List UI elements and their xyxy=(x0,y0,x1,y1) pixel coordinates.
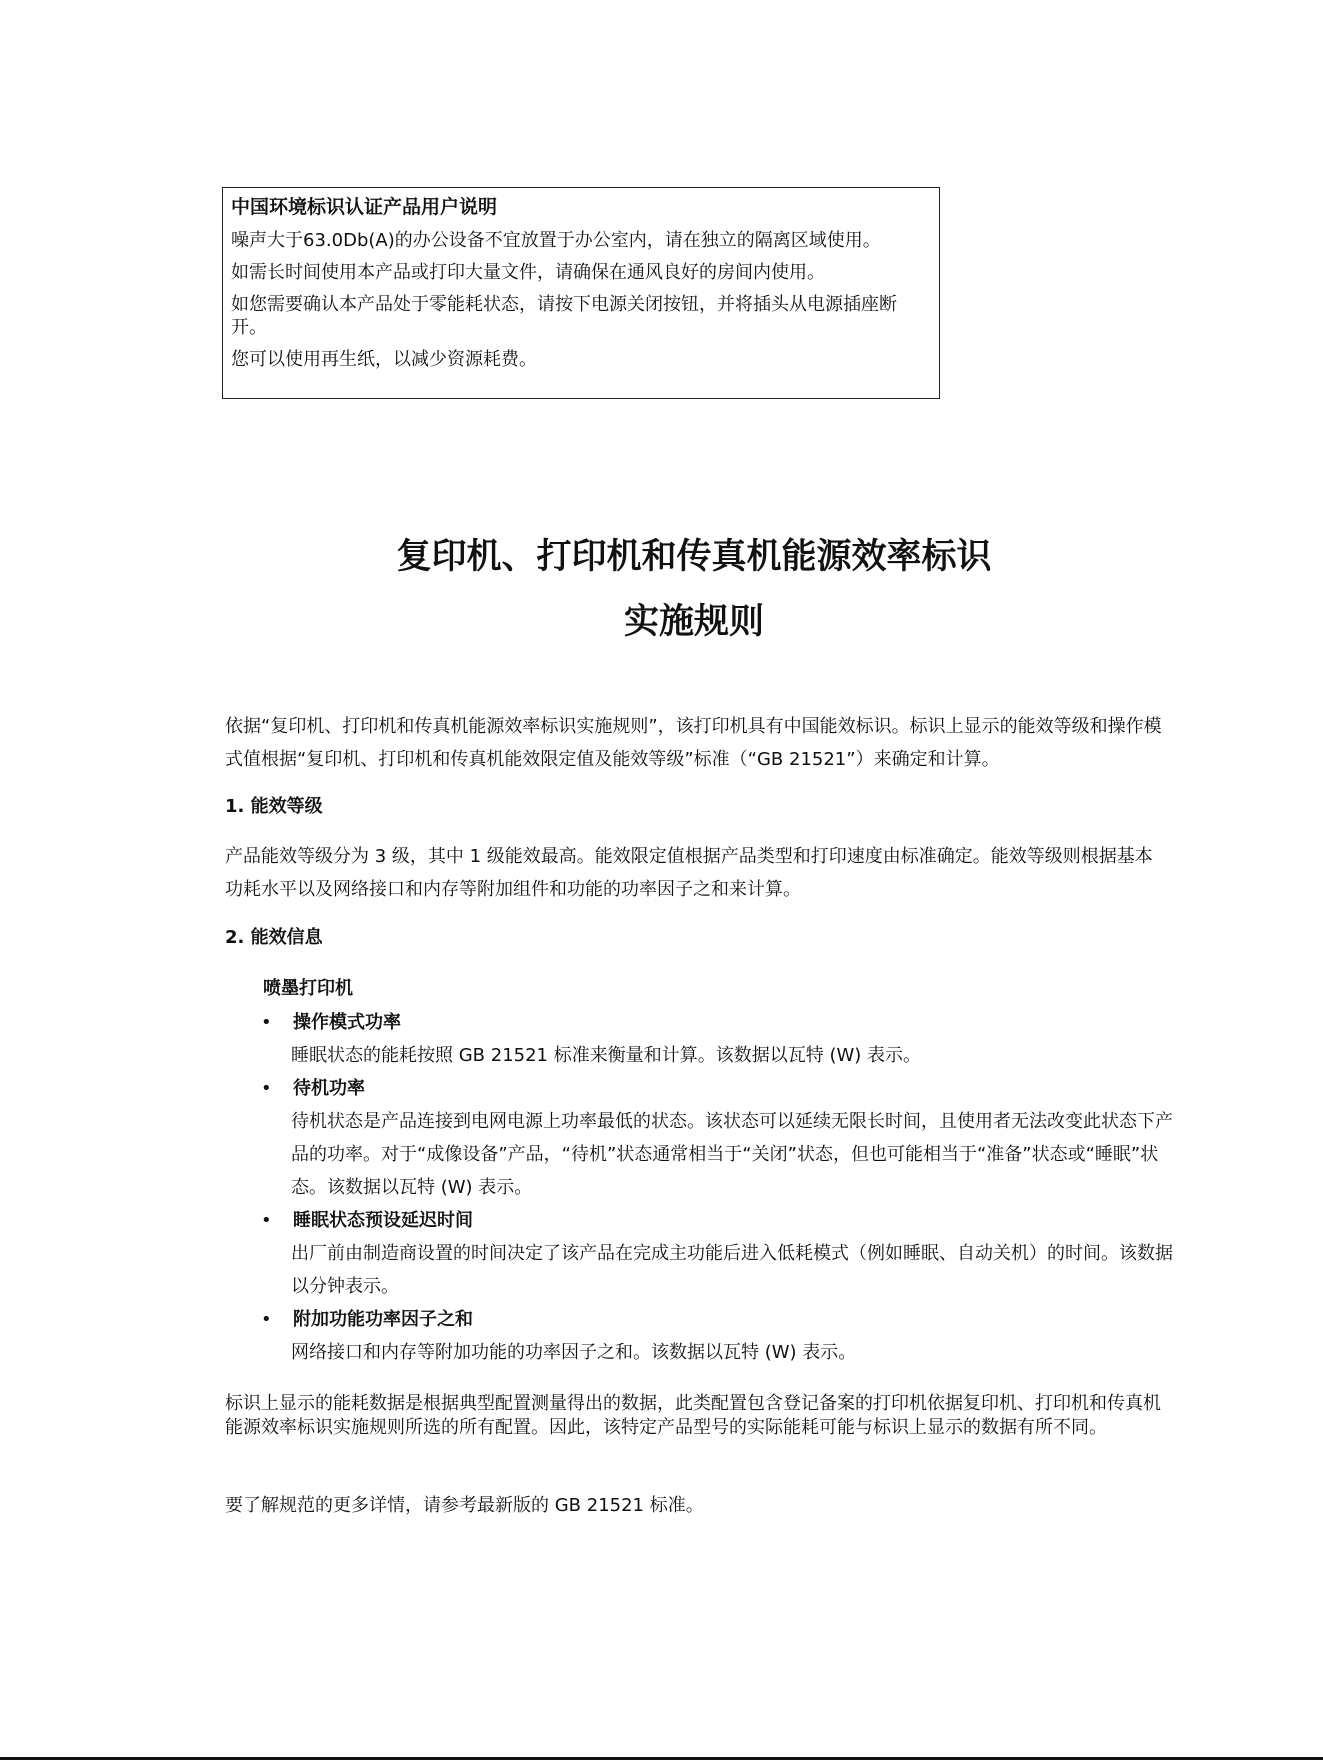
list-item-title: 待机功率 xyxy=(293,1078,365,1099)
intro-paragraph: 依据“复印机、打印机和传真机能源效率标识实施规则”，该打印机具有中国能效标识。标识上显示的能效等级和操作模式值根据“复印机、打印机和传真机能效限定值及能效等级”标准（“GB 21521”）来确定和计算。 xyxy=(225,716,1162,770)
list-item xyxy=(258,1303,1178,1369)
section-2-heading: 2. 能效信息 xyxy=(225,927,323,948)
list-item-title: 附加功能功率因子之和 xyxy=(293,1309,473,1330)
notice-zero-power-line: 如您需要确认本产品处于零能耗状态，请按下电源关闭按钮，并将插头从电源插座断开。 xyxy=(231,294,897,338)
section-1-heading: 1. 能效等级 xyxy=(225,796,323,817)
energy-info-list xyxy=(258,1006,1178,1369)
notice-noise-line: 噪声大于63.0Db(A)的办公设备不宜放置于办公室内，请在独立的隔离区域使用。 xyxy=(231,230,881,251)
bullet-icon: • xyxy=(261,1012,272,1033)
bullet-icon: • xyxy=(261,1210,272,1231)
page-title-line1: 复印机、打印机和传真机能源效率标识 xyxy=(396,537,992,577)
bottom-divider xyxy=(0,1757,1323,1760)
notice-recycled-paper-line: 您可以使用再生纸，以减少资源耗费。 xyxy=(231,349,537,370)
reference-paragraph: 要了解规范的更多详情，请参考最新版的 GB 21521 标准。 xyxy=(225,1495,704,1516)
list-item-text: 待机状态是产品连接到电网电源上功率最低的状态。该状态可以延续无限长时间，且使用者无法改变此状态下产品的功率。对于“成像设备”产品，“待机”状态通常相当于“关闭”状态，但也可能相当于“准备”状态或“睡眠”状态。该数据以瓦特 (W) 表示。 xyxy=(291,1111,1173,1198)
environmental-notice-box xyxy=(222,187,940,399)
page-title-line2: 实施规则 xyxy=(623,602,764,642)
list-item-text: 网络接口和内存等附加功能的功率因子之和。该数据以瓦特 (W) 表示。 xyxy=(291,1342,857,1363)
list-item-text: 睡眠状态的能耗按照 GB 21521 标准来衡量和计算。该数据以瓦特 (W) 表示。 xyxy=(291,1045,922,1066)
closing-paragraph: 标识上显示的能耗数据是根据典型配置测量得出的数据，此类配置包含登记备案的打印机依据复印机、打印机和传真机能源效率标识实施规则所选的所有配置。因此，该特定产品型号的实际能耗可能与标识上显示的数据有所不同。 xyxy=(225,1393,1161,1438)
list-item-title: 操作模式功率 xyxy=(293,1012,401,1033)
inkjet-printer-subheading: 喷墨打印机 xyxy=(263,978,353,999)
list-item xyxy=(258,1204,1178,1303)
section-1-paragraph: 产品能效等级分为 3 级，其中 1 级能效最高。能效限定值根据产品类型和打印速度由标准确定。能效等级则根据基本功耗水平以及网络接口和内存等附加组件和功能的功率因子之和来计算。 xyxy=(225,846,1153,900)
list-item xyxy=(258,1006,1178,1072)
bullet-icon: • xyxy=(261,1309,272,1330)
bullet-icon: • xyxy=(261,1078,272,1099)
list-item-text: 出厂前由制造商设置的时间决定了该产品在完成主功能后进入低耗模式（例如睡眠、自动关机）的时间。该数据以分钟表示。 xyxy=(291,1243,1173,1297)
list-item xyxy=(258,1072,1178,1204)
list-item-title: 睡眠状态预设延迟时间 xyxy=(293,1210,473,1231)
notice-title: 中国环境标识认证产品用户说明 xyxy=(231,196,498,218)
notice-ventilation-line: 如需长时间使用本产品或打印大量文件，请确保在通风良好的房间内使用。 xyxy=(231,262,825,283)
